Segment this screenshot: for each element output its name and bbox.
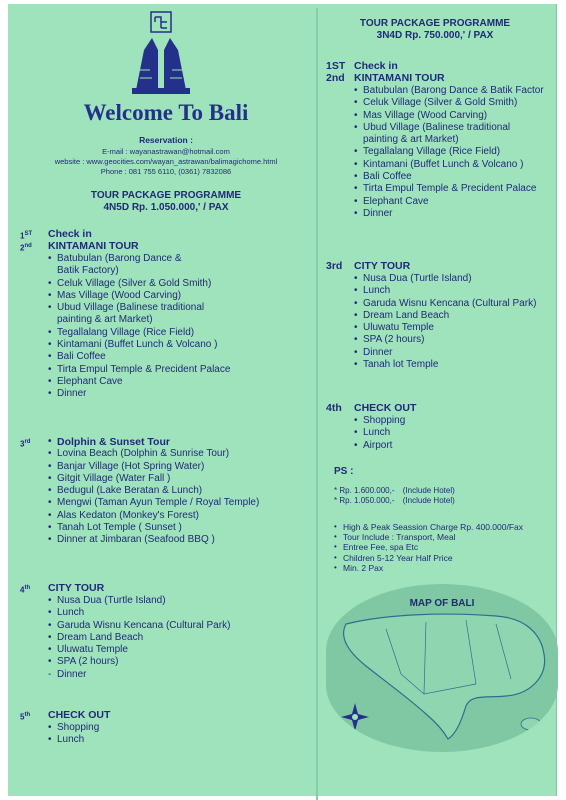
ps-price-row: * Rp. 1.600.000,- (Include Hotel) <box>334 486 455 495</box>
list-item: • SPA (2 hours) <box>354 334 566 346</box>
day-number: 1ST <box>20 231 33 241</box>
list-item: • Uluwatu Temple <box>48 644 312 656</box>
list-item: • Lunch <box>48 607 312 619</box>
list-item: painting & art Market) <box>363 134 459 146</box>
ps-title: PS : <box>334 466 354 477</box>
day-title: CHECK OUT <box>48 709 111 721</box>
day-title: CITY TOUR <box>354 260 411 272</box>
list-item: • Dinner at Jimbaran (Seafood BBQ ) <box>48 534 312 546</box>
package-price: 3N4D Rp. 750.000,' / PAX <box>376 30 494 41</box>
itinerary-list <box>48 595 312 681</box>
list-item: • Lovina Beach (Dolphin & Sunrise Tour) <box>48 448 312 460</box>
package-price: 4N5D Rp. 1.050.000,' / PAX <box>103 202 229 213</box>
list-item: • Bedugul (Lake Beratan & Lunch) <box>48 485 312 497</box>
list-item: • Ubud Village (Balinese traditional <box>354 122 566 134</box>
list-item: Batik Factory) <box>57 265 119 277</box>
package-title: TOUR PACKAGE PROGRAMME <box>359 18 511 29</box>
list-item: • Bali Coffee <box>48 351 312 363</box>
list-item: • Nusa Dua (Turtle Island) <box>354 273 566 285</box>
contact-email: E-mail : wayanastrawan@hotmail.com <box>102 147 230 156</box>
list-item: • Dinner <box>48 388 312 400</box>
day-title: • Dolphin & Sunset Tour <box>48 436 312 448</box>
list-item: • Batubulan (Barong Dance & <box>48 253 312 265</box>
list-item: • Kintamani (Buffet Lunch & Volcano ) <box>48 339 312 351</box>
list-item: • Banjar Village (Hot Spring Water) <box>48 461 312 473</box>
note-item: • Children 5-12 Year Half Price <box>334 553 560 563</box>
list-item: • Mengwi (Taman Ayun Temple / Royal Temple) <box>48 497 312 509</box>
list-item: • Dinner <box>354 208 566 220</box>
page-title: Welcome To Bali <box>83 100 249 125</box>
list-item: • Airport <box>354 440 566 452</box>
list-item: • Tegallalang Village (Rice Field) <box>354 146 566 158</box>
list-item: • Tanah Lot Temple ( Sunset ) <box>48 522 312 534</box>
list-item: • Lunch <box>48 734 312 746</box>
day-number: 3rd <box>20 439 31 449</box>
fold-line <box>316 8 318 800</box>
day-number: 2nd <box>326 72 345 84</box>
contact-website: website : www.geocities.com/wayan_astrawan/balimagichome.html <box>54 157 278 166</box>
list-item: • Dream Land Beach <box>48 632 312 644</box>
list-item: • Mas Village (Wood Carving) <box>48 290 312 302</box>
list-item: • Uluwatu Temple <box>354 322 566 334</box>
list-item: • Nusa Dua (Turtle Island) <box>48 595 312 607</box>
day-title: CHECK OUT <box>354 402 417 414</box>
itinerary-list <box>48 436 312 547</box>
list-item: • Batubulan (Barong Dance & Batik Factor <box>354 85 566 97</box>
list-item: • Dinner <box>354 347 566 359</box>
day-title: KINTAMANI TOUR <box>354 72 445 84</box>
itinerary-list <box>48 722 312 747</box>
list-item: • Shopping <box>48 722 312 734</box>
day-number: 3rd <box>326 260 343 272</box>
bali-temple-logo <box>128 10 194 96</box>
list-item: • Ubud Village (Balinese traditional <box>48 302 312 314</box>
list-item: • Garuda Wisnu Kencana (Cultural Park) <box>48 620 312 632</box>
list-item: • Celuk Village (Silver & Gold Smith) <box>354 97 566 109</box>
day-number: 4th <box>326 402 342 414</box>
list-item: • Celuk Village (Silver & Gold Smith) <box>48 278 312 290</box>
list-item: • Tegallalang Village (Rice Field) <box>48 327 312 339</box>
list-item: • Elephant Cave <box>48 376 312 388</box>
map-title: MAP OF BALI <box>409 598 475 609</box>
list-item: • Kintamani (Buffet Lunch & Volcano ) <box>354 159 566 171</box>
day-number: 5th <box>20 712 31 722</box>
brochure-sheet <box>8 4 557 796</box>
list-item: • Lunch <box>354 285 566 297</box>
list-item: - Dinner <box>48 669 312 681</box>
itinerary-list <box>354 85 566 220</box>
note-item: • Min. 2 Pax <box>334 563 560 573</box>
list-item: painting & art Market) <box>57 314 153 326</box>
notes-list <box>334 522 560 573</box>
contact-phone: Phone : 081 755 6110, (0361) 7832086 <box>100 167 232 176</box>
bali-map <box>326 584 558 752</box>
day-title: Check in <box>354 60 398 72</box>
list-item: • Garuda Wisnu Kencana (Cultural Park) <box>354 298 566 310</box>
itinerary-list <box>354 273 566 371</box>
ps-price-row: * Rp. 1.050.000,- (Include Hotel) <box>334 496 455 505</box>
list-item: • Alas Kedaton (Monkey's Forest) <box>48 510 312 522</box>
day-number: 1ST <box>326 60 346 72</box>
list-item: • Tirta Empul Temple & Precident Palace <box>48 364 312 376</box>
package-title: TOUR PACKAGE PROGRAMME <box>90 190 242 201</box>
list-item: • Tirta Empul Temple & Precident Palace <box>354 183 566 195</box>
day-number: 4th <box>20 585 31 595</box>
compass-rose-icon <box>340 702 370 732</box>
day-title: CITY TOUR <box>48 582 105 594</box>
note-item: • Entree Fee, spa Etc <box>334 542 560 552</box>
list-item: • Gitgit Village (Water Fall ) <box>48 473 312 485</box>
day-title: Check in <box>48 228 92 240</box>
list-item: • Dream Land Beach <box>354 310 566 322</box>
reservation-label: Reservation : <box>139 135 193 145</box>
note-item: • High & Peak Seassion Charge Rp. 400.000/Fax <box>334 522 560 532</box>
note-item: • Tour Include : Transport, Meal <box>334 532 560 542</box>
day-title: KINTAMANI TOUR <box>48 240 139 252</box>
list-item: • Tanah lot Temple <box>354 359 566 371</box>
itinerary-list <box>354 415 566 452</box>
list-item: • Elephant Cave <box>354 196 566 208</box>
list-item: • SPA (2 hours) <box>48 656 312 668</box>
day-number: 2nd <box>20 243 32 253</box>
list-item: • Shopping <box>354 415 566 427</box>
list-item: • Lunch <box>354 427 566 439</box>
list-item: • Bali Coffee <box>354 171 566 183</box>
itinerary-list <box>48 253 312 401</box>
list-item: • Mas Village (Wood Carving) <box>354 110 566 122</box>
